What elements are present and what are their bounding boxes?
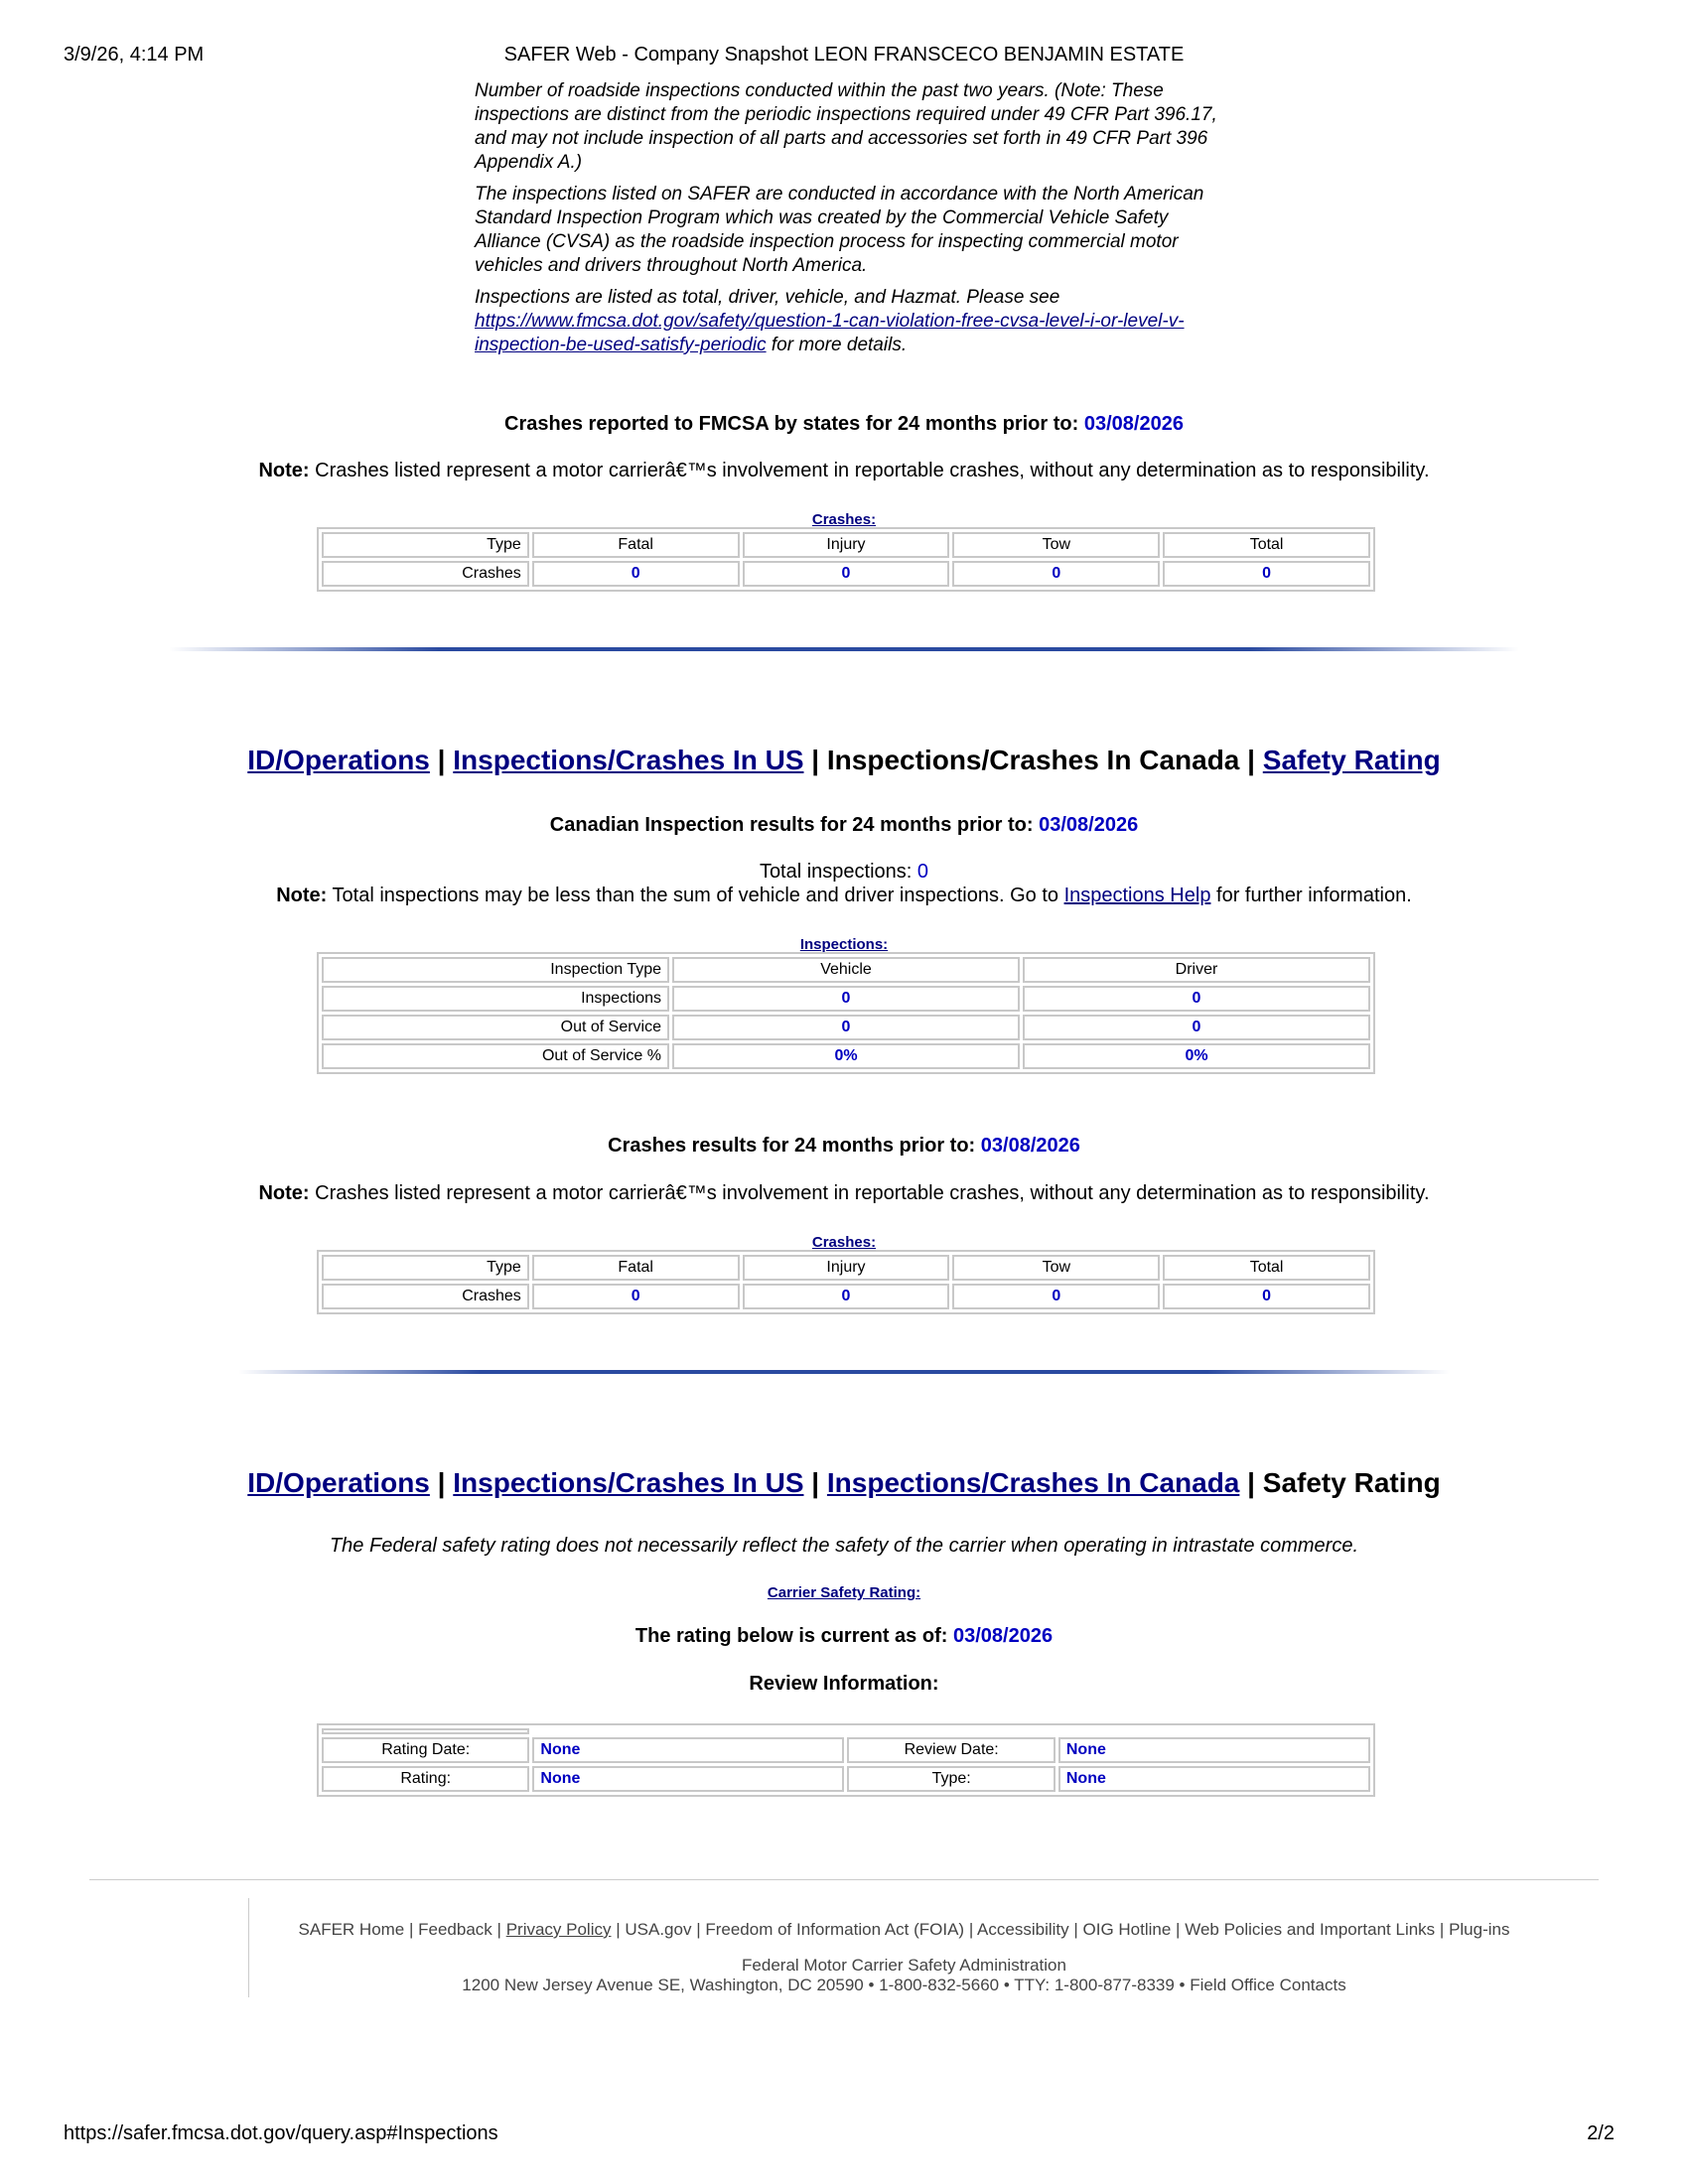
site-footer (248, 1898, 1559, 1997)
footer-link-safer-home[interactable]: SAFER Home (298, 1920, 405, 1939)
canada-crashes-date: 03/08/2026 (980, 1135, 1080, 1157)
review-information-table (317, 1723, 1375, 1797)
row-label: Inspections (322, 986, 669, 1012)
canada-inspections-heading-text: Canadian Inspection results for 24 months prior to: (549, 814, 1040, 836)
cell-fatal: 0 (532, 1284, 740, 1309)
canada-inspections-table (317, 952, 1375, 1074)
canada-inspections-date: 03/08/2026 (1039, 814, 1139, 836)
cell-total: 0 (1163, 1284, 1370, 1309)
note-paragraph-2: The inspections listed on SAFER are conducted in accordance with the North American Standard Inspection Program which was created by the Commercial Vehicle Safety Alliance (CVSA) as the roadside inspection process for inspecting commercial motor vehicles and drivers throughout North America. (475, 184, 1204, 276)
canada-inspections-heading (0, 814, 1688, 837)
nav-inspections-us[interactable]: Inspections/Crashes In US (453, 745, 804, 775)
canada-inspections-caption-link[interactable]: Inspections: (799, 936, 889, 953)
nav-safety-rating-current: Safety Rating (1262, 1467, 1441, 1498)
section-divider (238, 1370, 1450, 1374)
note-paragraph-1: Number of roadside inspections conducted within the past two years. (Note: These inspections are distinct from the periodic inspections required under 49 CFR Part 396.17, and may not include inspection of all parts and accessories set forth in 49 CFR Part 396 Appendix A.) (475, 80, 1217, 173)
cell-total: 0 (1163, 561, 1370, 587)
cell-fatal: 0 (532, 561, 740, 587)
nav-separator: | (803, 745, 827, 775)
rating-label: Rating: (322, 1766, 529, 1792)
note-paragraph-3-suffix: for more details. (766, 335, 908, 355)
canada-crashes-caption-link[interactable]: Crashes: (811, 1234, 877, 1251)
nav-safety-rating[interactable]: Safety Rating (1262, 745, 1441, 775)
print-title: SAFER Web - Company Snapshot LEON FRANSCECO BENJAMIN ESTATE (503, 44, 1185, 66)
table-header-row (322, 957, 1370, 983)
canada-crashes-heading (0, 1135, 1688, 1158)
table-row (322, 1043, 1370, 1069)
us-crashes-heading-text: Crashes reported to FMCSA by states for 24 months prior to: (504, 413, 1084, 435)
carrier-safety-rating-caption (0, 1584, 1688, 1601)
footer-link-foia[interactable]: Freedom of Information Act (FOIA) (705, 1920, 965, 1939)
safety-disclaimer: The Federal safety rating does not necessarily reflect the safety of the carrier when operating in intrastate commerce. (329, 1535, 1359, 1557)
us-crashes-caption (0, 511, 1688, 528)
note-text: Crashes listed represent a motor carrierâ€™s involvement in reportable crashes, without any determination as to responsibility. (309, 460, 1430, 481)
footer-link-accessibility[interactable]: Accessibility (977, 1920, 1069, 1939)
canada-crashes-heading-text: Crashes results for 24 months prior to: (608, 1135, 981, 1157)
section-nav-canada (0, 745, 1688, 776)
us-crashes-table (317, 527, 1375, 592)
canada-crashes-note (0, 1182, 1688, 1205)
footer-link-usa-gov[interactable]: USA.gov (625, 1920, 692, 1939)
nav-separator: | (429, 1467, 454, 1498)
rating-current-label: The rating below is current as of: (634, 1625, 953, 1647)
col-driver: Driver (1023, 957, 1370, 983)
type-label: Type: (847, 1766, 1055, 1792)
nav-inspections-us[interactable]: Inspections/Crashes In US (453, 1467, 804, 1498)
nav-separator: | (429, 745, 454, 775)
note-label: Note: (276, 885, 328, 906)
print-page-number: 2/2 (1587, 2122, 1615, 2144)
nav-inspections-canada[interactable]: Inspections/Crashes In Canada (826, 1467, 1240, 1498)
canada-crashes-caption (0, 1234, 1688, 1251)
row-label: Out of Service % (322, 1043, 669, 1069)
canada-total-inspections (0, 861, 1688, 884)
table-row (322, 561, 1370, 587)
footer-links: SAFER Home | Feedback | Privacy Policy | USA.gov | Freedom of Information Act (FOIA) | Accessibility | OIG Hotline | Web Policies and Important Links | Plug-ins (298, 1920, 1510, 1939)
note-paragraph-3 (475, 286, 1229, 357)
col-total: Total (1163, 532, 1370, 558)
cell-driver: 0 (1023, 986, 1370, 1012)
us-crashes-heading (0, 413, 1688, 436)
us-crashes-note (0, 460, 1688, 482)
nav-separator: | (1239, 1467, 1263, 1498)
note-text: Crashes listed represent a motor carrierâ€™s involvement in reportable crashes, without any determination as to responsibility. (309, 1182, 1430, 1204)
table-row (322, 986, 1370, 1012)
inspection-notes (475, 79, 1229, 365)
us-crashes-date: 03/08/2026 (1083, 413, 1184, 435)
footer-link-oig-hotline[interactable]: OIG Hotline (1082, 1920, 1172, 1939)
footer-link-plug-ins[interactable]: Plug-ins (1449, 1920, 1510, 1939)
cell-injury: 0 (743, 561, 950, 587)
table-row (322, 1284, 1370, 1309)
col-inspection-type: Inspection Type (322, 957, 669, 983)
print-datetime: 3/9/26, 4:14 PM (64, 44, 205, 66)
col-vehicle: Vehicle (672, 957, 1020, 983)
total-inspections-label: Total inspections: (759, 861, 917, 883)
cell-vehicle: 0% (672, 1043, 1020, 1069)
cell-driver: 0 (1023, 1015, 1370, 1040)
col-fatal: Fatal (532, 1255, 740, 1281)
col-fatal: Fatal (532, 532, 740, 558)
col-tow: Tow (952, 532, 1160, 558)
footer-org-name: Federal Motor Carrier Safety Administration (742, 1956, 1066, 1975)
footer-link-privacy-policy[interactable]: Privacy Policy (505, 1920, 612, 1939)
cell-vehicle: 0 (672, 986, 1020, 1012)
canada-inspections-caption (0, 936, 1688, 953)
cell-vehicle: 0 (672, 1015, 1020, 1040)
inspections-help-link[interactable]: Inspections Help (1063, 885, 1211, 906)
type-value: None (1058, 1766, 1370, 1792)
table-row (322, 1015, 1370, 1040)
table-header-row (322, 1255, 1370, 1281)
rating-value: None (532, 1766, 844, 1792)
section-nav-safety (0, 1467, 1688, 1499)
cell-tow: 0 (952, 561, 1160, 587)
nav-id-operations[interactable]: ID/Operations (247, 745, 430, 775)
table-header-row (322, 532, 1370, 558)
spacer-cell (532, 1728, 1370, 1734)
note-text-post: for further information. (1210, 885, 1412, 906)
rating-current-as-of (0, 1625, 1688, 1648)
spacer-cell (322, 1728, 529, 1734)
row-label: Crashes (322, 1284, 529, 1309)
note-paragraph-3-prefix: Inspections are listed as total, driver, vehicle, and Hazmat. Please see (475, 287, 1060, 308)
note-label: Note: (258, 1182, 310, 1204)
cell-injury: 0 (743, 1284, 950, 1309)
footer-link-feedback[interactable]: Feedback (418, 1920, 492, 1939)
row-label: Out of Service (322, 1015, 669, 1040)
carrier-safety-rating-link[interactable]: Carrier Safety Rating: (767, 1584, 921, 1601)
col-total: Total (1163, 1255, 1370, 1281)
rating-date-value: None (532, 1737, 844, 1763)
col-type: Type (322, 1255, 529, 1281)
footer-divider (89, 1879, 1599, 1880)
print-url: https://safer.fmcsa.dot.gov/query.asp#Inspections (64, 2122, 498, 2144)
col-tow: Tow (952, 1255, 1160, 1281)
rating-date-label: Rating Date: (322, 1737, 529, 1763)
footer-link-web-policies[interactable]: Web Policies and Important Links (1185, 1920, 1436, 1939)
us-crashes-caption-link[interactable]: Crashes: (811, 511, 877, 528)
cell-tow: 0 (952, 1284, 1160, 1309)
note-text: Total inspections may be less than the sum of vehicle and driver inspections. Go to (327, 885, 1064, 906)
nav-separator: | (1239, 745, 1263, 775)
footer-address: 1200 New Jersey Avenue SE, Washington, DC 20590 • 1-800-832-5660 • TTY: 1-800-877-8339 • Field Office Contacts (462, 1976, 1346, 1994)
table-row (322, 1766, 1370, 1792)
nav-inspections-canada-current: Inspections/Crashes In Canada (826, 745, 1240, 775)
table-spacer-row (322, 1728, 1370, 1734)
row-label: Crashes (322, 561, 529, 587)
col-injury: Injury (743, 1255, 950, 1281)
review-date-value: None (1058, 1737, 1370, 1763)
section-divider (169, 647, 1519, 651)
rating-current-date: 03/08/2026 (952, 1625, 1054, 1647)
col-injury: Injury (743, 532, 950, 558)
cell-driver: 0% (1023, 1043, 1370, 1069)
note-label: Note: (258, 460, 310, 481)
review-information-heading: Review Information: (749, 1673, 939, 1695)
total-inspections-value: 0 (916, 861, 929, 883)
review-date-label: Review Date: (847, 1737, 1055, 1763)
canada-inspections-note (0, 885, 1688, 907)
table-row (322, 1737, 1370, 1763)
nav-id-operations[interactable]: ID/Operations (247, 1467, 430, 1498)
canada-crashes-table (317, 1250, 1375, 1314)
fmcsa-periodic-inspection-link[interactable]: https://www.fmcsa.dot.gov/safety/question-1-can-violation-free-cvsa-level-i-or-level-v-inspection-be-used-satisfy-periodic (475, 311, 1185, 355)
col-type: Type (322, 532, 529, 558)
nav-separator: | (803, 1467, 827, 1498)
